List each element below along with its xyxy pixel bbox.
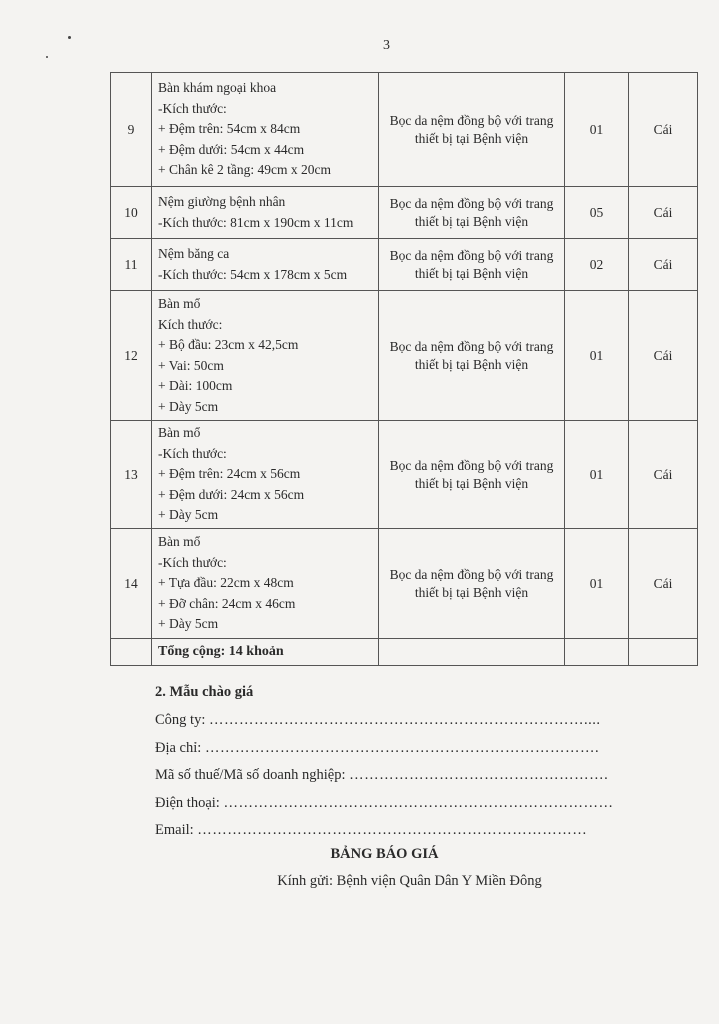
table-row [111, 421, 698, 529]
field-dots: …………………………………………………………………… [223, 795, 614, 811]
item-name-line: Bàn mổ [158, 425, 201, 441]
row-number: 12 [111, 291, 152, 421]
item-quantity: 05 [565, 187, 629, 239]
item-name-line: + Dày 5cm [158, 398, 219, 414]
item-name-line: Bàn mổ [158, 534, 201, 550]
address-field [155, 740, 675, 757]
total-label: Tổng cộng: 14 khoản [152, 639, 379, 666]
item-name-line: + Đỡ chân: 24cm x 46cm [158, 595, 296, 611]
page-number: 3 [383, 38, 390, 53]
item-quantity: 01 [565, 529, 629, 639]
item-unit: Cái [629, 187, 698, 239]
table-row [111, 187, 698, 239]
email-field [155, 822, 675, 839]
item-name-line: + Đệm dưới: 54cm x 44cm [158, 141, 305, 157]
field-dots: ………………………………………………………………….... [208, 712, 601, 728]
item-name-line: + Chân kê 2 tầng: 49cm x 20cm [158, 162, 331, 178]
empty-cell [111, 639, 152, 666]
item-name-line: + Đệm trên: 24cm x 56cm [158, 466, 301, 482]
item-quantity: 01 [565, 291, 629, 421]
row-number: 11 [111, 239, 152, 291]
item-name-line: Bàn mổ [158, 296, 201, 311]
field-dots: …………………………………………………………………… [197, 822, 588, 838]
item-name-cell [152, 239, 379, 291]
phone-field [155, 795, 675, 812]
row-number: 13 [111, 421, 152, 529]
item-name-line: -Kích thước: [158, 554, 227, 570]
item-unit: Cái [629, 291, 698, 421]
item-quantity: 01 [565, 421, 629, 529]
item-name-line: -Kích thước: [158, 445, 227, 461]
field-label: Mã số thuế/Mã số doanh nghiệp: [155, 767, 346, 783]
item-description: Bọc da nệm đồng bộ với trang thiết bị tại Bệnh viện [379, 529, 565, 639]
item-name-line: Nệm giường bệnh nhân [158, 194, 286, 209]
item-name-cell [152, 421, 379, 529]
item-name-cell [152, 291, 379, 421]
item-unit: Cái [629, 421, 698, 529]
item-name-cell [152, 73, 379, 187]
item-quantity: 02 [565, 239, 629, 291]
field-dots: ……………………………………………. [349, 767, 609, 783]
empty-cell [379, 639, 565, 666]
item-name-line: + Bộ đầu: 23cm x 42,5cm [158, 337, 299, 352]
row-number: 14 [111, 529, 152, 639]
scan-speck [68, 36, 71, 39]
item-description: Bọc da nệm đồng bộ với trang thiết bị tại Bệnh viện [379, 187, 565, 239]
item-unit: Cái [629, 73, 698, 187]
table-row [111, 291, 698, 421]
item-description: Bọc da nệm đồng bộ với trang thiết bị tại Bệnh viện [379, 239, 565, 291]
total-row [111, 639, 698, 666]
section-title: 2. Mẫu chào giá [155, 684, 254, 700]
item-name-line: Bàn khám ngoại khoa [158, 80, 277, 96]
scan-speck [46, 56, 48, 58]
item-name-line: Nệm băng ca [158, 246, 230, 261]
item-name-line: -Kích thước: 54cm x 178cm x 5cm [158, 266, 348, 282]
row-number: 9 [111, 73, 152, 187]
item-description: Bọc da nệm đồng bộ với trang thiết bị tại Bệnh viện [379, 73, 565, 187]
item-unit: Cái [629, 529, 698, 639]
item-name-line: + Dài: 100cm [158, 378, 233, 393]
item-description: Bọc da nệm đồng bộ với trang thiết bị tại Bệnh viện [379, 291, 565, 421]
quote-recipient: Kính gửi: Bệnh viện Quân Dân Y Miền Đông [277, 873, 542, 889]
item-name-line: -Kích thước: 81cm x 190cm x 11cm [158, 214, 354, 230]
table-row [111, 239, 698, 291]
empty-cell [565, 639, 629, 666]
field-label: Email: [155, 822, 194, 838]
item-name-line: + Dày 5cm [158, 616, 219, 632]
item-name-line: + Vai: 50cm [158, 357, 224, 373]
item-name-line: + Dày 5cm [158, 507, 219, 523]
item-name-cell [152, 529, 379, 639]
table-row [111, 529, 698, 639]
item-quantity: 01 [565, 73, 629, 187]
item-name-line: Kích thước: [158, 316, 223, 332]
quote-title: BẢNG BÁO GIÁ [330, 846, 439, 862]
item-name-cell [152, 187, 379, 239]
item-name-line: -Kích thước: [158, 100, 227, 116]
tax-id-field [155, 767, 675, 784]
company-field [155, 712, 675, 729]
item-description: Bọc da nệm đồng bộ với trang thiết bị tại Bệnh viện [379, 421, 565, 529]
item-unit: Cái [629, 239, 698, 291]
field-label: Địa chỉ: [155, 740, 202, 756]
item-name-line: + Đệm dưới: 24cm x 56cm [158, 486, 305, 502]
item-name-line: + Đệm trên: 54cm x 84cm [158, 121, 301, 137]
items-table [110, 72, 698, 666]
item-name-line: + Tựa đầu: 22cm x 48cm [158, 575, 294, 591]
row-number: 10 [111, 187, 152, 239]
field-label: Điện thoại: [155, 795, 220, 811]
field-dots: ……………………………………………………………………. [204, 740, 600, 756]
table-row [111, 73, 698, 187]
field-label: Công ty: [155, 712, 206, 728]
empty-cell [629, 639, 698, 666]
